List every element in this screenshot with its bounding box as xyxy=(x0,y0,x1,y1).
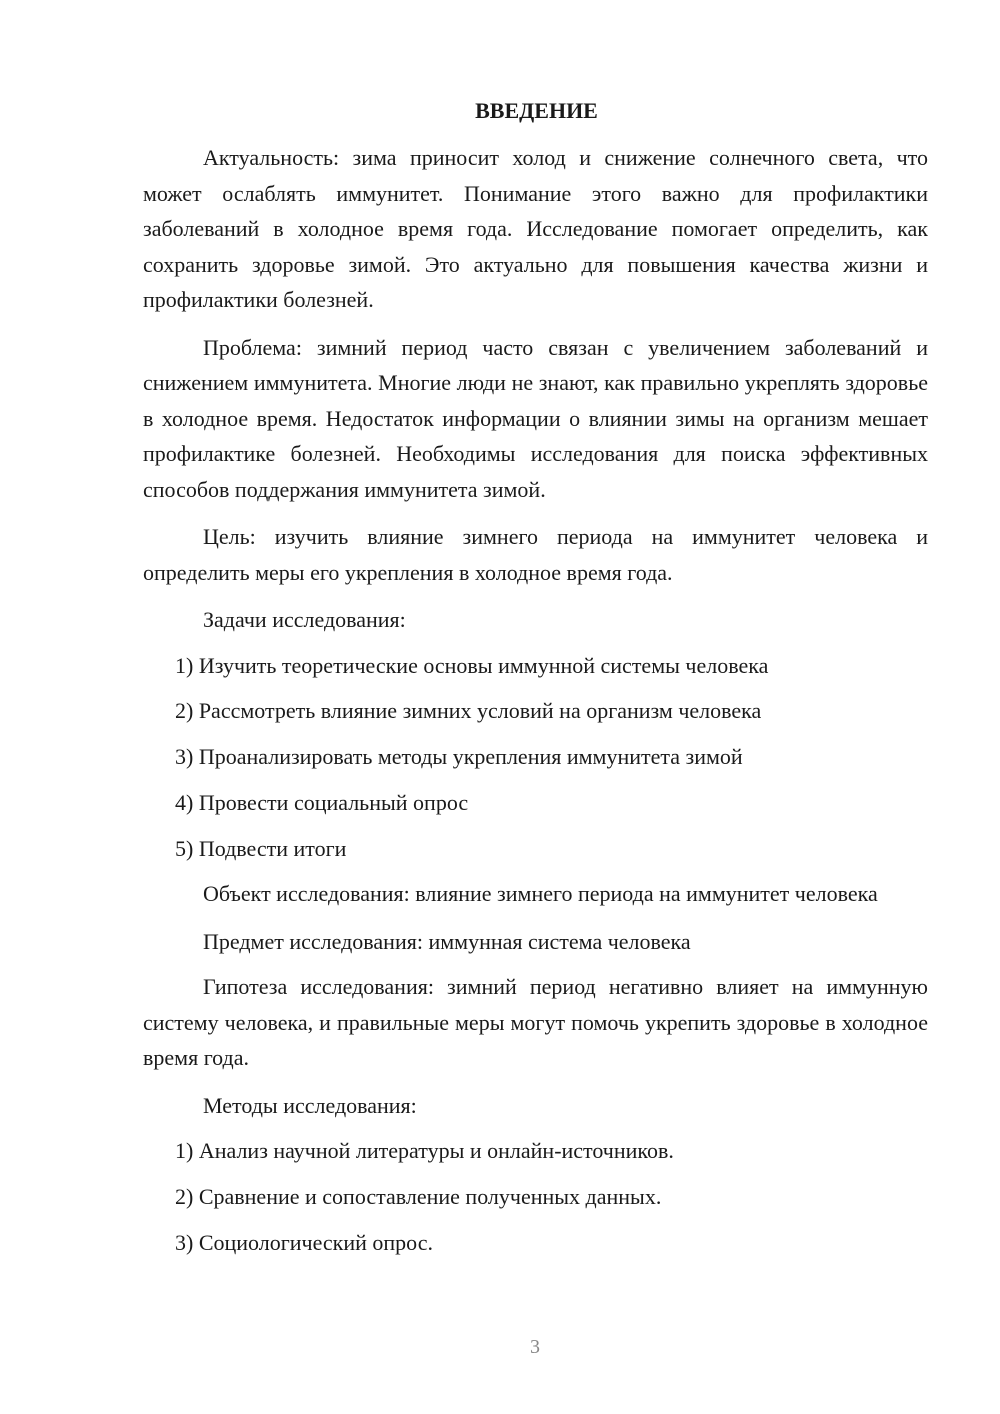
hypothesis-paragraph: Гипотеза исследования: зимний период негативно влияет на иммунную систему человека, и правильные меры могут помочь укрепить здоровье в холодное время года. xyxy=(143,974,928,1071)
tasks-heading: Задачи исследования: xyxy=(203,607,406,632)
list-item: 5) Подвести итоги xyxy=(175,835,347,861)
list-item: 1) Изучить теоретические основы иммунной системы человека xyxy=(175,652,769,678)
goal-paragraph: Цель: изучить влияние зимнего периода на иммунитет человека и определить меры его укрепления в холодное время года. xyxy=(143,524,928,585)
section-title: ВВЕДЕНИЕ xyxy=(475,98,598,123)
methods-heading: Методы исследования: xyxy=(203,1092,417,1118)
list-item: 3) Проанализировать методы укрепления иммунитета зимой xyxy=(175,744,743,770)
tasks-list xyxy=(143,648,928,867)
list-item: 2) Сравнение и сопоставление полученных данных. xyxy=(175,1184,662,1210)
list-item: 4) Провести социальный опрос xyxy=(175,789,469,815)
methods-list xyxy=(143,1133,928,1260)
list-item: 1) Анализ научной литературы и онлайн-источников. xyxy=(175,1138,674,1164)
problem-paragraph: Проблема: зимний период часто связан с увеличением заболеваний и снижением иммунитета. Многие люди не знают, как правильно укреплять здоровье в холодное время. Недостаток информации о влиянии зимы на организм мешает профилактике болезней. Необходимы исследования для поиска эффективных способов поддержания иммунитета зимой. xyxy=(143,334,928,502)
object-paragraph: Объект исследования: влияние зимнего периода на иммунитет человека xyxy=(203,881,878,907)
page-number: 3 xyxy=(530,1336,540,1358)
list-item: 2) Рассмотреть влияние зимних условий на организм человека xyxy=(175,698,762,724)
document-page xyxy=(143,96,928,1271)
subject-paragraph: Предмет исследования: иммунная система человека xyxy=(203,928,691,954)
list-item: 3) Социологический опрос. xyxy=(175,1230,433,1256)
relevance-paragraph: Актуальность: зима приносит холод и снижение солнечного света, что может ослаблять иммунитет. Понимание этого важно для профилактики заболеваний в холодное время года. Исследование помогает определить, как сохранить здоровье зимой. Это актуально для повышения качества жизни и профилактики болезней. xyxy=(143,145,928,312)
